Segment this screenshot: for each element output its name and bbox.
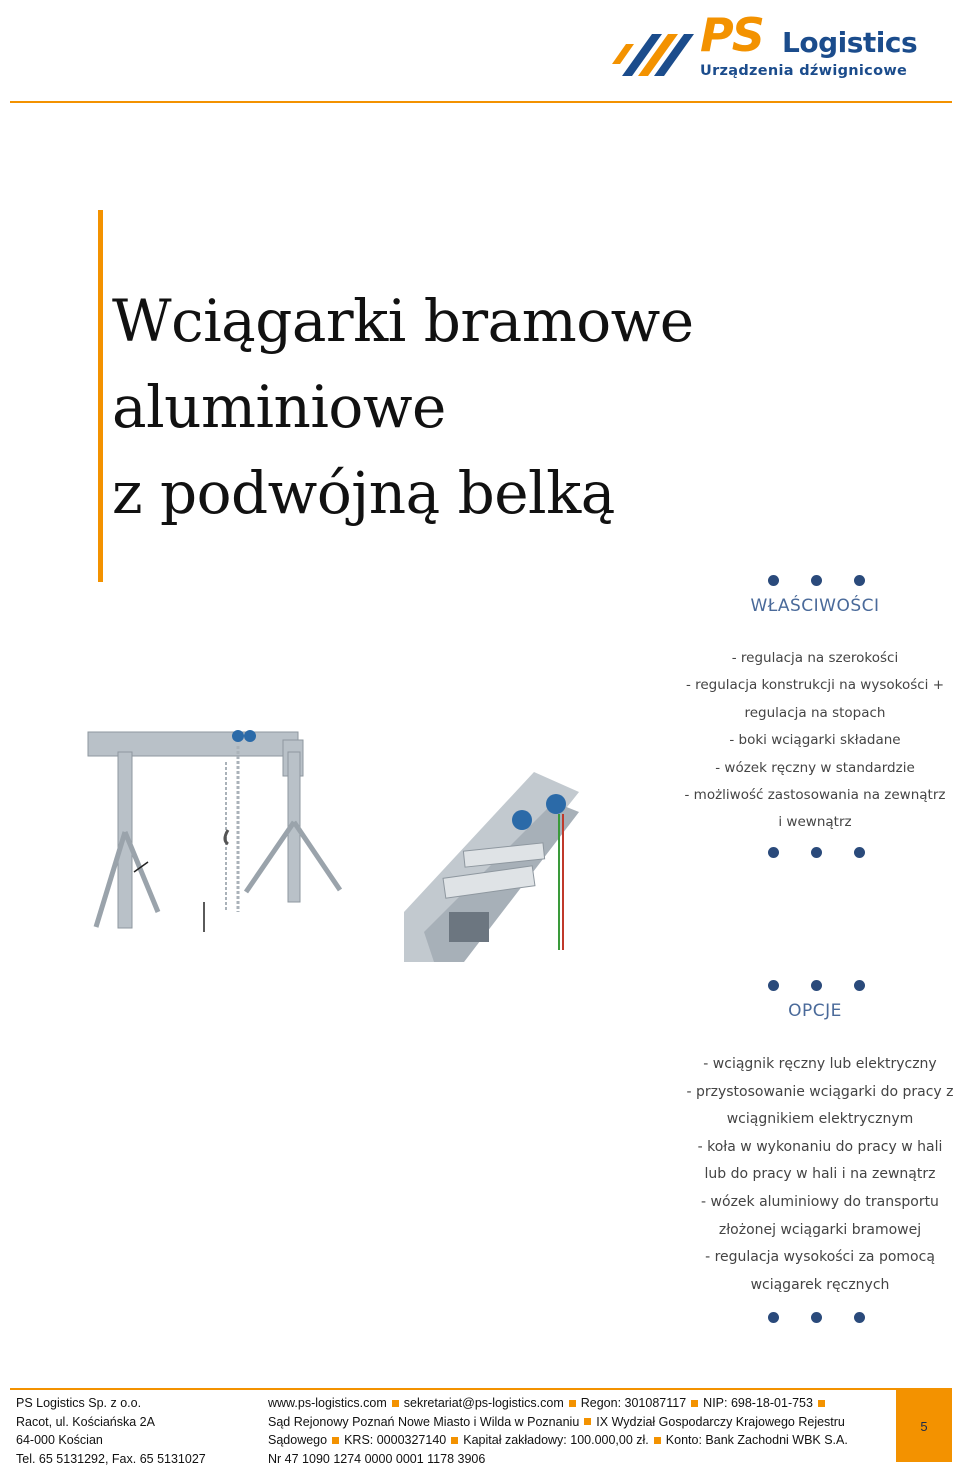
footer-line-2 bbox=[268, 1413, 848, 1432]
list-item: i wewnątrz bbox=[778, 814, 852, 831]
list-item: - wózek ręczny w standardzie bbox=[715, 759, 915, 776]
bank-name: Konto: Bank Zachodni WBK S.A. bbox=[665, 1433, 848, 1447]
properties-heading: WŁAŚCIWOŚCI bbox=[750, 596, 880, 616]
header-divider bbox=[10, 101, 952, 103]
krs: KRS: 0000327140 bbox=[344, 1433, 447, 1447]
title-accent-bar bbox=[98, 210, 103, 582]
dot bbox=[768, 1312, 779, 1323]
dot bbox=[854, 1312, 865, 1323]
list-item: - regulacja na szerokości bbox=[731, 650, 899, 666]
square-bullet-icon bbox=[451, 1437, 458, 1444]
regon: Regon: 301087117 bbox=[580, 1396, 687, 1410]
gantry-crane-image bbox=[78, 722, 368, 940]
square-bullet-icon bbox=[654, 1437, 661, 1444]
list-item: - wózek aluminiowy do transportu bbox=[701, 1193, 939, 1210]
list-item: wciągarek ręcznych bbox=[750, 1276, 890, 1293]
square-bullet-icon bbox=[392, 1400, 399, 1407]
footer-divider bbox=[10, 1388, 952, 1390]
dot bbox=[854, 847, 865, 858]
court-division-cont: Sądowego bbox=[268, 1433, 328, 1447]
square-bullet-icon bbox=[332, 1437, 339, 1444]
dots-divider bbox=[768, 575, 865, 586]
logo-logistics-text: Logistics bbox=[782, 26, 918, 59]
logo-subtitle: Urządzenia dźwignicowe bbox=[700, 63, 908, 79]
website-link[interactable]: www.ps-logistics.com bbox=[268, 1396, 387, 1410]
dot bbox=[811, 1312, 822, 1323]
company-name: PS Logistics Sp. z o.o. bbox=[16, 1396, 142, 1410]
dot bbox=[811, 575, 822, 586]
nip: NIP: 698-18-01-753 bbox=[703, 1396, 813, 1410]
list-item: - wciągnik ręczny lub elektryczny bbox=[703, 1056, 937, 1072]
dot bbox=[811, 980, 822, 991]
footer-line-3 bbox=[268, 1431, 848, 1450]
dot bbox=[811, 847, 822, 858]
logo-ps-text: PS bbox=[700, 8, 763, 62]
title-line-1: Wciągarki bramowe bbox=[112, 287, 694, 355]
list-item: - regulacja wysokości za pomocą bbox=[705, 1249, 935, 1266]
list-item: - przystosowanie wciągarki do pracy z bbox=[686, 1083, 954, 1100]
email-link[interactable]: sekretariat@ps-logistics.com bbox=[403, 1396, 564, 1410]
page-title bbox=[112, 278, 812, 536]
square-bullet-icon bbox=[818, 1400, 825, 1407]
share-capital: Kapitał zakładowy: 100.000,00 zł. bbox=[463, 1433, 649, 1447]
dots-divider bbox=[768, 847, 865, 858]
footer-line-4 bbox=[268, 1450, 848, 1469]
dot bbox=[768, 575, 779, 586]
dot bbox=[768, 847, 779, 858]
options-list bbox=[670, 1051, 960, 1299]
list-item: wciągnikiem elektrycznym bbox=[726, 1111, 914, 1128]
dot bbox=[854, 980, 865, 991]
bank-account: Nr 47 1090 1274 0000 0001 1178 3906 bbox=[268, 1451, 486, 1466]
options-heading: OPCJE bbox=[788, 1001, 842, 1021]
company-address bbox=[16, 1394, 206, 1468]
logo-stripes-icon bbox=[612, 24, 702, 80]
title-line-2: aluminiowe bbox=[112, 373, 446, 441]
dot bbox=[768, 980, 779, 991]
title-line-3: z podwójną belką bbox=[112, 459, 615, 527]
court-division: IX Wydział Gospodarczy Krajowego Rejestru bbox=[596, 1414, 845, 1429]
list-item: - boki wciągarki składane bbox=[729, 732, 901, 749]
company-city: 64-000 Kościan bbox=[16, 1433, 103, 1447]
company-street: Racot, ul. Kościańska 2A bbox=[16, 1414, 155, 1429]
court-info: Sąd Rejonowy Poznań Nowe Miasto i Wilda w Poznaniu bbox=[268, 1414, 580, 1429]
footer-line-1 bbox=[268, 1394, 848, 1413]
list-item: - możliwość zastosowania na zewnątrz bbox=[684, 787, 946, 804]
square-bullet-icon bbox=[584, 1418, 591, 1425]
page-number: 5 bbox=[896, 1390, 952, 1462]
list-item: regulacja na stopach bbox=[744, 704, 886, 721]
company-logo bbox=[612, 8, 918, 82]
company-registry-info bbox=[268, 1394, 848, 1468]
properties-list bbox=[660, 645, 960, 837]
trolley-detail-image bbox=[404, 752, 594, 962]
company-phone: Tel. 65 5131292, Fax. 65 5131027 bbox=[16, 1451, 206, 1466]
list-item: lub do pracy w hali i na zewnątrz bbox=[704, 1166, 936, 1183]
dots-divider bbox=[768, 1312, 865, 1323]
list-item: złożonej wciągarki bramowej bbox=[718, 1221, 922, 1238]
dot bbox=[854, 575, 865, 586]
square-bullet-icon bbox=[691, 1400, 698, 1407]
dots-divider bbox=[768, 980, 865, 991]
list-item: - koła w wykonaniu do pracy w hali bbox=[697, 1138, 943, 1155]
square-bullet-icon bbox=[569, 1400, 576, 1407]
list-item: - regulacja konstrukcji na wysokości + bbox=[685, 677, 945, 694]
